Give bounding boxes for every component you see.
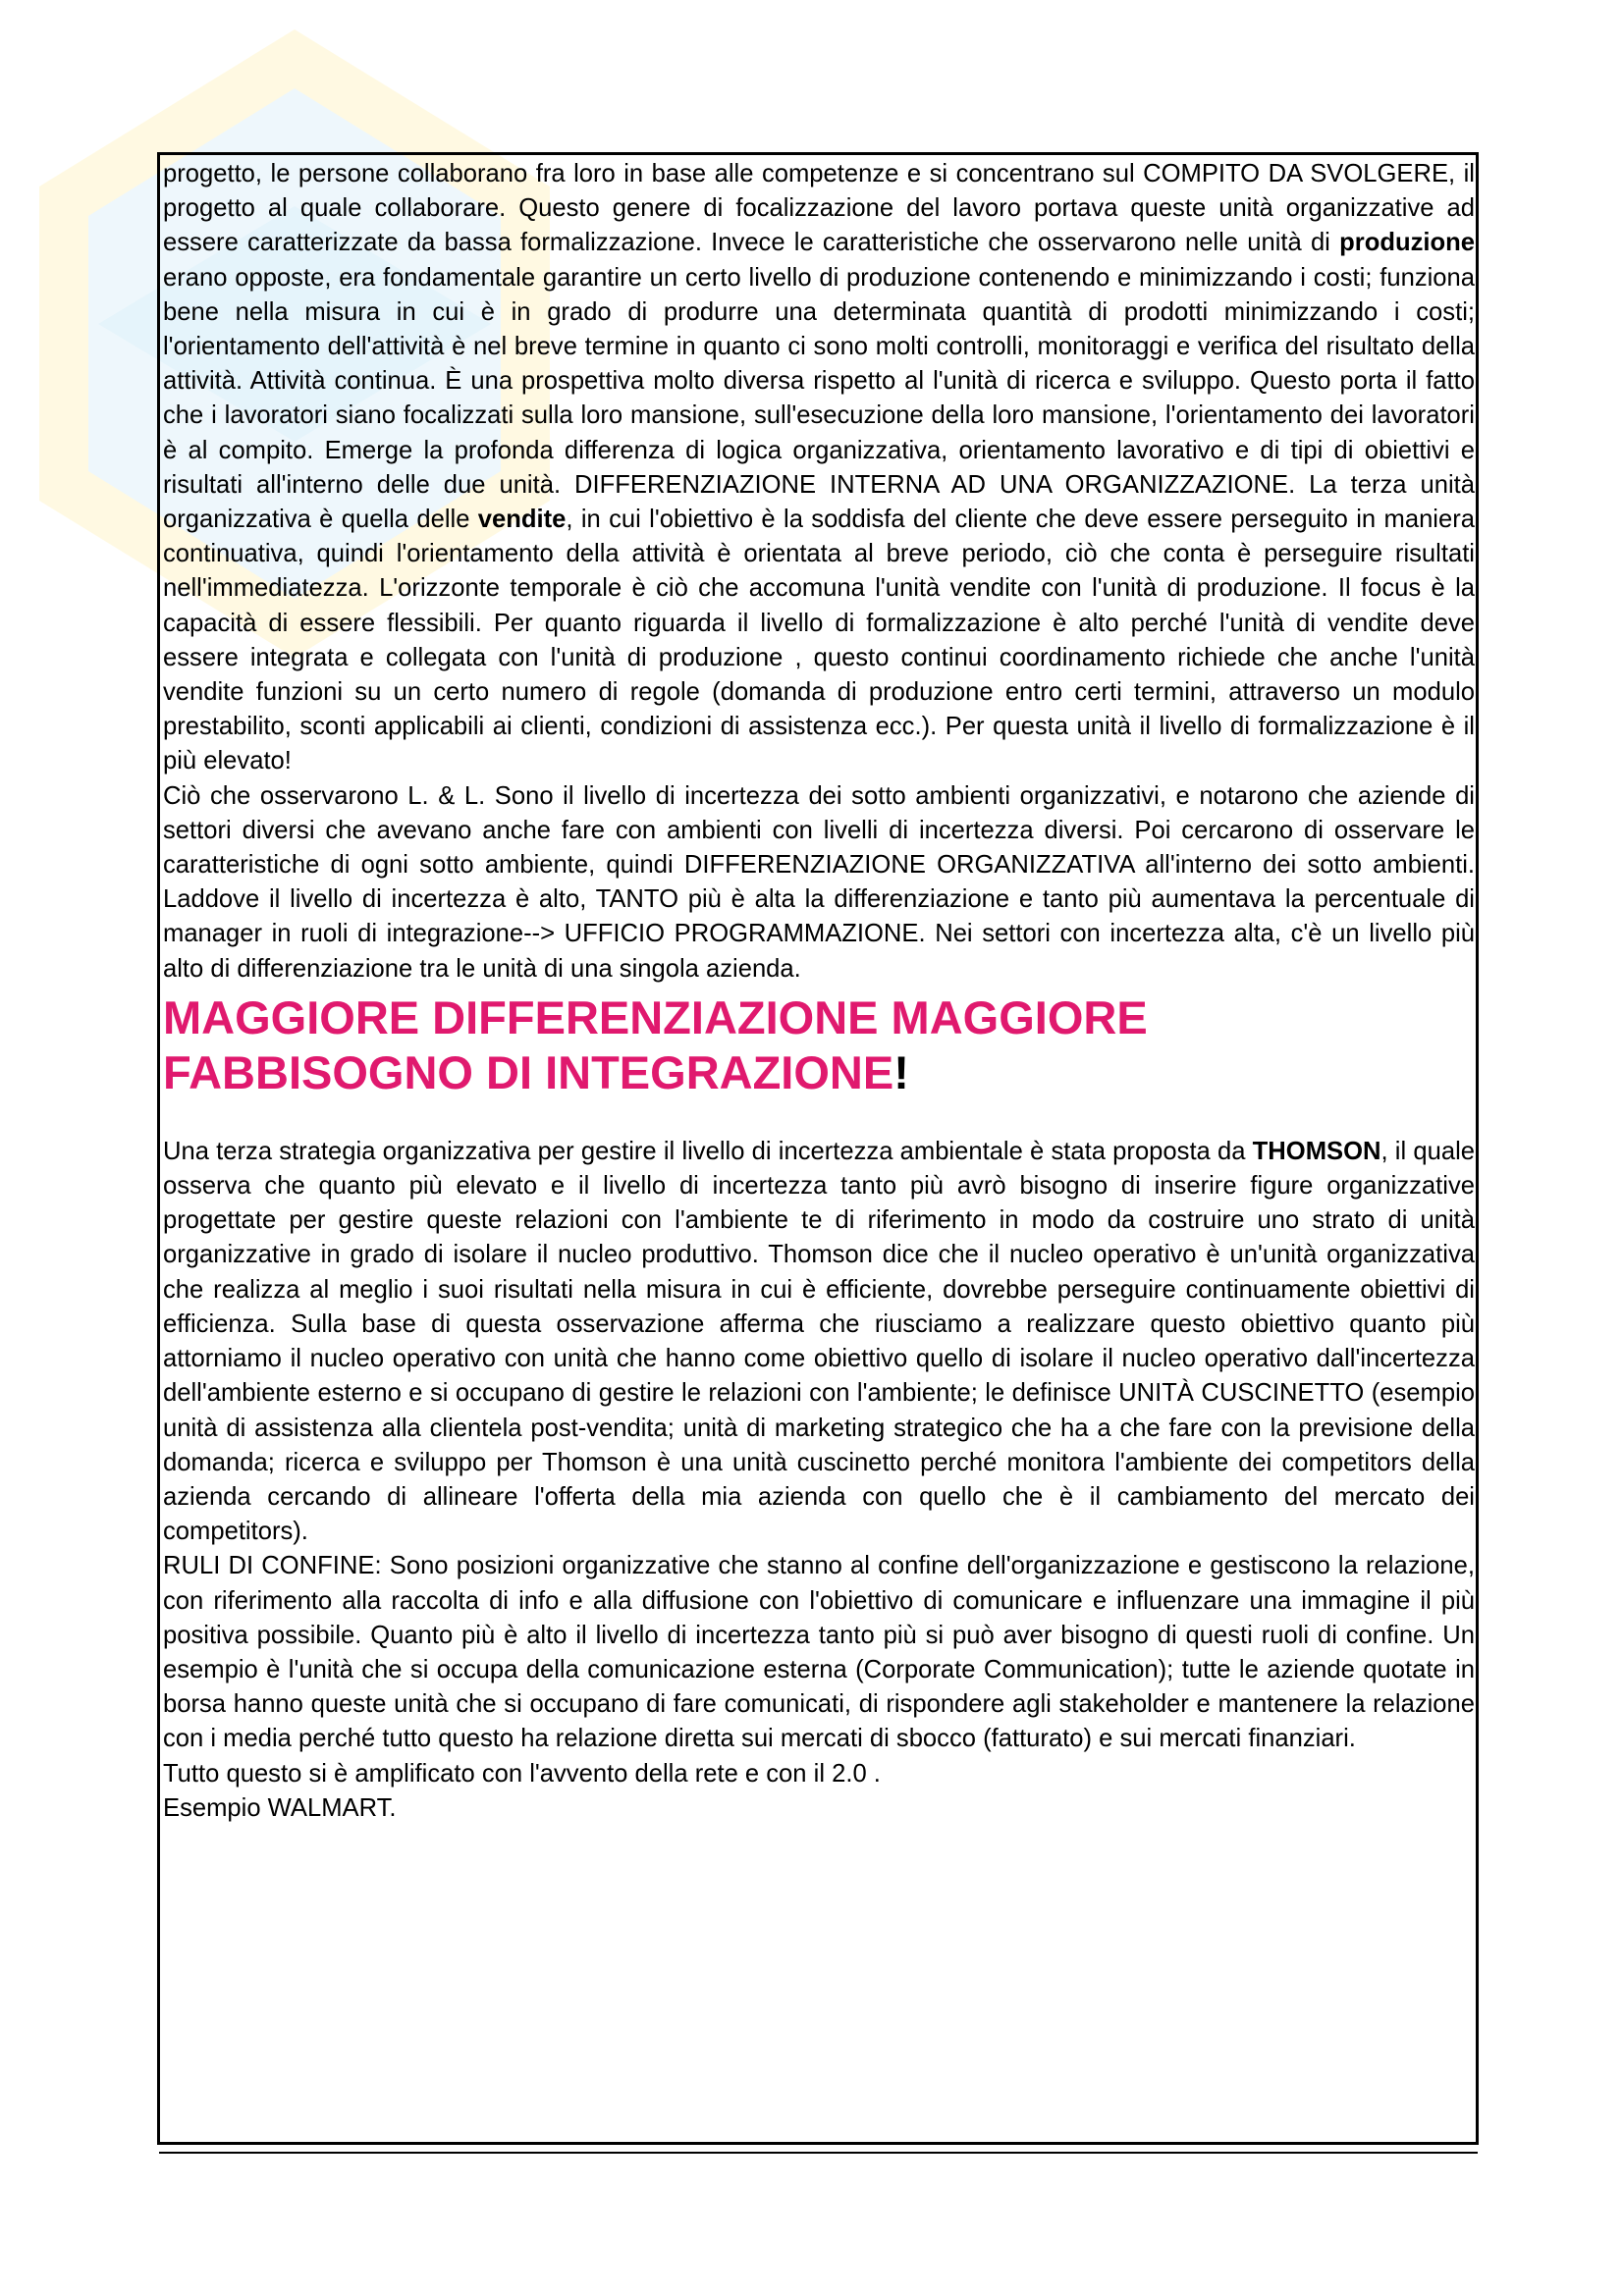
headline-line-2: FABBISOGNO DI INTEGRAZIONE: [163, 1045, 894, 1098]
bold-produzione: produzione: [1339, 229, 1475, 257]
page-frame-bottom-rule: [159, 2152, 1478, 2154]
paragraph-1-text-a: progetto, le persone collaborano fra loro in base alle competenze e si concentrano sul COMPITO DA SVOLGERE, il progetto al quale collaborare. Questo genere di focalizzazione del lavoro portava queste unità organizzative ad essere caratterizzate da bassa formalizzazione. Invece le caratteristiche che osservarono nelle unità di: [163, 160, 1475, 257]
paragraph-5: Tutto questo si è amplificato con l'avvento della rete e con il 2.0 .: [163, 1759, 881, 1788]
spacer: [163, 1100, 1475, 1135]
paragraph-1: [163, 157, 1475, 779]
document-body: [163, 157, 1475, 1826]
paragraph-4: RULI DI CONFINE: Sono posizioni organizzative che stanno al confine dell'organizzazione e gestiscono la relazione, con riferimento alla raccolta di info e alla diffusione con l'obiettivo di comunicare e influenzare una immagine il più positiva possibile. Quanto più è alto il livello di incertezza tanto più si può aver bisogno di questi ruoli di confine. Un esempio è l'unità che si occupa della comunicazione esterna (Corporate Communication); tutte le aziende quotate in borsa hanno queste unità che si occupano di fare comunicati, di rispondere agli stakeholder e mantenere la relazione con i media perché tutto questo ha relazione diretta sui mercati di sbocco (fatturato) e sui mercati finanziari.: [163, 1552, 1475, 1753]
paragraph-3-text-b: , il quale osserva che quanto più elevato e il livello di incertezza tanto più avrò bisogno di inserire figure organizzative progettate per gestire queste relazioni con l'ambiente te di riferimento in modo da costruire uno strato di unità organizzative in grado di isolare il nucleo produttivo. Thomson dice che il nucleo operativo è un'unità organizzativa che realizza al meglio i suoi risultati nella misura in cui è efficiente, dovrebbe perseguire continuamente obiettivi di efficienza. Sulla base di questa osservazione afferma che riusciamo a realizzare questo obiettivo quanto più attorniamo il nucleo operativo con unità che hanno come obiettivo quello di isolare il nucleo operativo dall'incertezza dell'ambiente esterno e si occupano di gestire le relazioni con l'ambiente; le definisce UNITÀ CUSCINETTO (esempio unità di assistenza alla clientela post-vendita; unità di marketing strategico che ha a che fare con la previsione della domanda; ricerca e sviluppo per Thomson è una unità cuscinetto perché monitora l'ambiente dei competitors della azienda cercando di allineare l'offerta della mia azienda con quello che è il cambiamento del mercato dei competitors).: [163, 1137, 1476, 1546]
paragraph-2: Ciò che osservarono L. & L. Sono il livello di incertezza dei sotto ambienti organizzativi, e notarono che aziende di settori diversi che avevano anche fare con ambienti con livelli di incertezza diversi. Poi cercarono di osservare le caratteristiche di ogni sotto ambiente, quindi DIFFERENZIAZIONE ORGANIZZATIVA all'interno dei sotto ambienti. Laddove il livello di incertezza è alto, TANTO più è alta la differenziazione e tanto più aumentava la percentuale di manager in ruoli di integrazione--> UFFICIO PROGRAMMAZIONE. Nei settori con incertezza alta, c'è un livello più alto di differenziazione tra le unità di una singola azienda.: [163, 781, 1475, 983]
bold-thomson: THOMSON: [1252, 1137, 1381, 1165]
paragraph-1-text-b: erano opposte, era fondamentale garantire un certo livello di produzione contenendo e minimizzando i costi; funziona bene nella misura in cui è in grado di produrre una determinata quantità di prodotti minimizzando i costi; l'orientamento dell'attività è nel breve termine in quanto ci sono molti controlli, monitoraggi e verifica del risultato della attività. Attività continua. È una prospettiva molto diversa rispetto al l'unità di ricerca e sviluppo. Questo porta il fatto che i lavoratori siano focalizzati sulla loro mansione, sull'esecuzione della loro mansione, l'orientamento dei lavoratori è al compito. Emerge la profonda differenza di logica organizzativa, orientamento lavorativo e di tipi di obiettivi e risultati all'interno delle due unità. DIFFERENZIAZIONE INTERNA AD UNA ORGANIZZAZIONE. La terza unità organizzativa è quella delle: [163, 263, 1475, 534]
paragraph-3-text-a: Una terza strategia organizzativa per gestire il livello di incertezza ambientale è stata proposta da: [163, 1137, 1253, 1165]
paragraph-1-text-c: , in cui l'obiettivo è la soddisfa del cliente che deve essere perseguito in maniera continuativa, quindi l'orientamento della attività è orientata al breve periodo, ciò che conta è perseguire risultati nell'immediatezza. L'orizzonte temporale è ciò che accomuna l'unità vendite con l'unità di produzione. Il focus è la capacità di essere flessibili. Per quanto riguarda il livello di formalizzazione è alto perché l'unità di vendite deve essere integrata e collegata con l'unità di produzione , questo continui coordinamento richiede che anche l'unità vendite funzioni su un certo numero di regole (domanda di produzione entro certi termini, attraverso un modulo prestabilito, sconti applicabili ai clienti, condizioni di assistenza ecc.). Per questa unità il livello di formalizzazione è il più elevato!: [163, 506, 1475, 775]
paragraph-3: [163, 1135, 1475, 1549]
headline: [163, 987, 1475, 1100]
bold-vendite: vendite: [477, 506, 567, 534]
paragraph-6: Esempio WALMART.: [163, 1793, 397, 1822]
headline-exclamation: !: [893, 1045, 909, 1098]
headline-line-1: MAGGIORE DIFFERENZIAZIONE MAGGIORE: [163, 990, 1148, 1043]
